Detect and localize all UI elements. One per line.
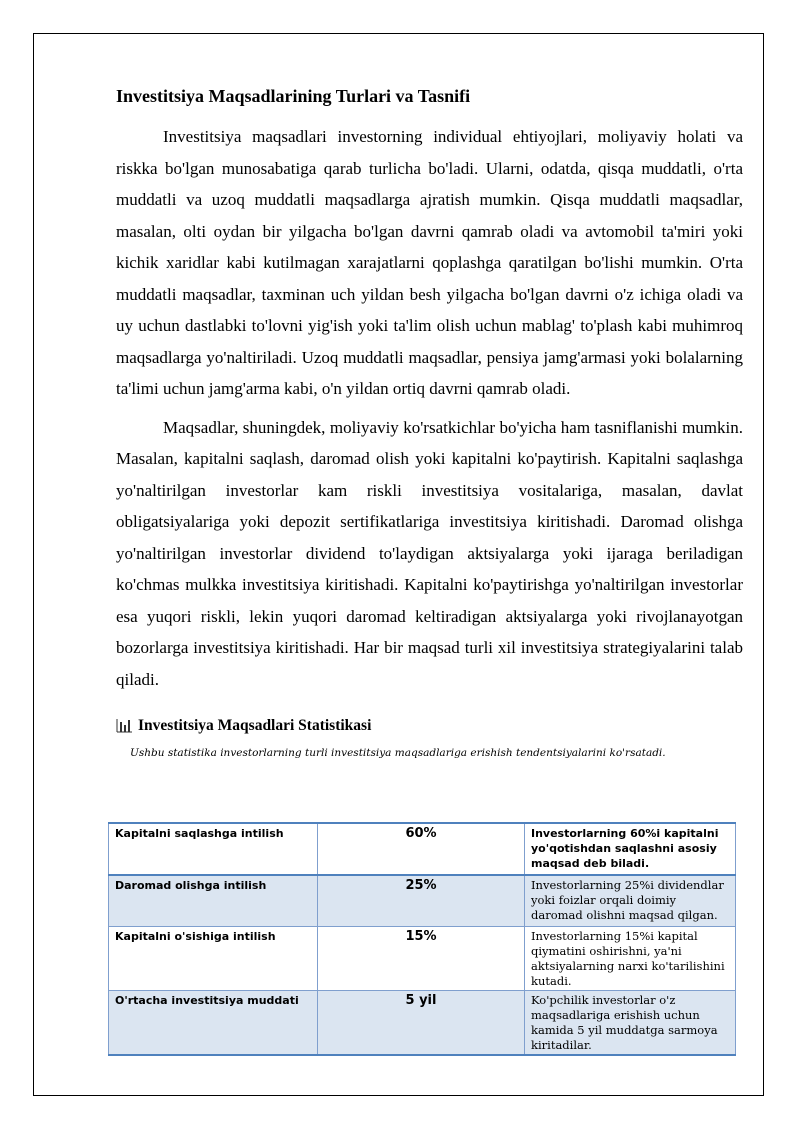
- row-value: 25%: [318, 875, 525, 927]
- row-label: O'rtacha investitsiya muddati: [109, 991, 318, 1056]
- bar-chart-icon: [116, 719, 132, 733]
- table-row: [109, 991, 736, 1056]
- paragraph-1: Investitsiya maqsadlari investorning individual ehtiyojlari, moliyaviy holati va riskka bo'lgan munosabatiga qarab turlicha bo'ladi. Ularni, odatda, qisqa muddatli, o'rta muddatli va uzoq muddatli maqsadlarga ajratish mumkin. Qisqa muddatli maqsadlar, masalan, olti oydan bir yilgacha bo'lgan davrni qamrab oladi va avtomobil ta'miri yoki kichik xaridlar kabi kutilmagan xarajatlarni qoplashga qaratilgan bo'lishi mumkin. O'rta muddatli maqsadlar, taxminan uch yildan besh yilgacha bo'lgan davrni o'z ichiga oladi va uy uchun dastlabki to'lovni yig'ish yoki ta'lim olish uchun mablag' to'plash kabi muhimroq maqsadlarga yo'naltiriladi. Uzoq muddatli maqsadlar, pensiya jamg'armasi yoki bolalarning ta'limi uchun jamg'arma kabi, o'n yildan ortiq davrni qamrab oladi.: [116, 127, 743, 398]
- row-label: Kapitalni o'sishiga intilish: [109, 927, 318, 991]
- row-value: 5 yil: [318, 991, 525, 1056]
- stats-heading: [116, 717, 743, 735]
- row-description: Investorlarning 15%i kapital qiymatini oshirishni, ya'ni aktsiyalarning narxi ko'tarilishini kutadi.: [525, 927, 736, 991]
- row-description: Investorlarning 25%i dividendlar yoki foizlar orqali doimiy daromad olishni maqsad qilgan.: [525, 875, 736, 927]
- table-row: [109, 927, 736, 991]
- section-heading: Investitsiya Maqsadlarining Turlari va Tasnifi: [116, 86, 471, 106]
- stats-table: [108, 822, 736, 1056]
- row-label: Daromad olishga intilish: [109, 875, 318, 927]
- row-label: Kapitalni saqlashga intilish: [109, 823, 318, 875]
- paragraph-2: Maqsadlar, shuningdek, moliyaviy ko'rsatkichlar bo'yicha ham tasniflanishi mumkin. Masalan, kapitalni saqlash, daromad olish yoki kapitalni ko'paytirish. Kapitalni saqlashga yo'naltirilgan investorlar kam riskli investitsiya vositalariga, masalan, davlat obligatsiyalariga yoki depozit sertifikatlariga investitsiya kiritishadi. Daromad olishga yo'naltirilgan investorlar dividend to'laydigan aktsiyalarga yoki ijaraga beriladigan ko'chmas mulkka investitsiya kiritishadi. Kapitalni ko'paytirishga yo'naltirilgan investorlar esa yuqori riskli, lekin yuqori daromad keltiradigan aktsiyalarga yoki rivojlanayotgan bozorlarga investitsiya kiritishadi. Har bir maqsad turli xil investitsiya strategiyalarini talab qiladi.: [116, 417, 743, 689]
- stats-subtitle: Ushbu statistika investorlarning turli investitsiya maqsadlariga erishish tendentsiyalarini ko'rsatadi.: [130, 747, 666, 759]
- row-description: Investorlarning 60%i kapitalni yo'qotishdan saqlashni asosiy maqsad deb biladi.: [525, 823, 736, 875]
- table-row: [109, 875, 736, 927]
- row-description: Ko'pchilik investorlar o'z maqsadlariga erishish uchun kamida 5 yil muddatga sarmoya kiritadilar.: [525, 991, 736, 1056]
- table-row: [109, 823, 736, 875]
- row-value: 60%: [318, 823, 525, 875]
- document-body: [116, 86, 743, 759]
- stats-title: Investitsiya Maqsadlari Statistikasi: [138, 717, 372, 734]
- row-value: 15%: [318, 927, 525, 991]
